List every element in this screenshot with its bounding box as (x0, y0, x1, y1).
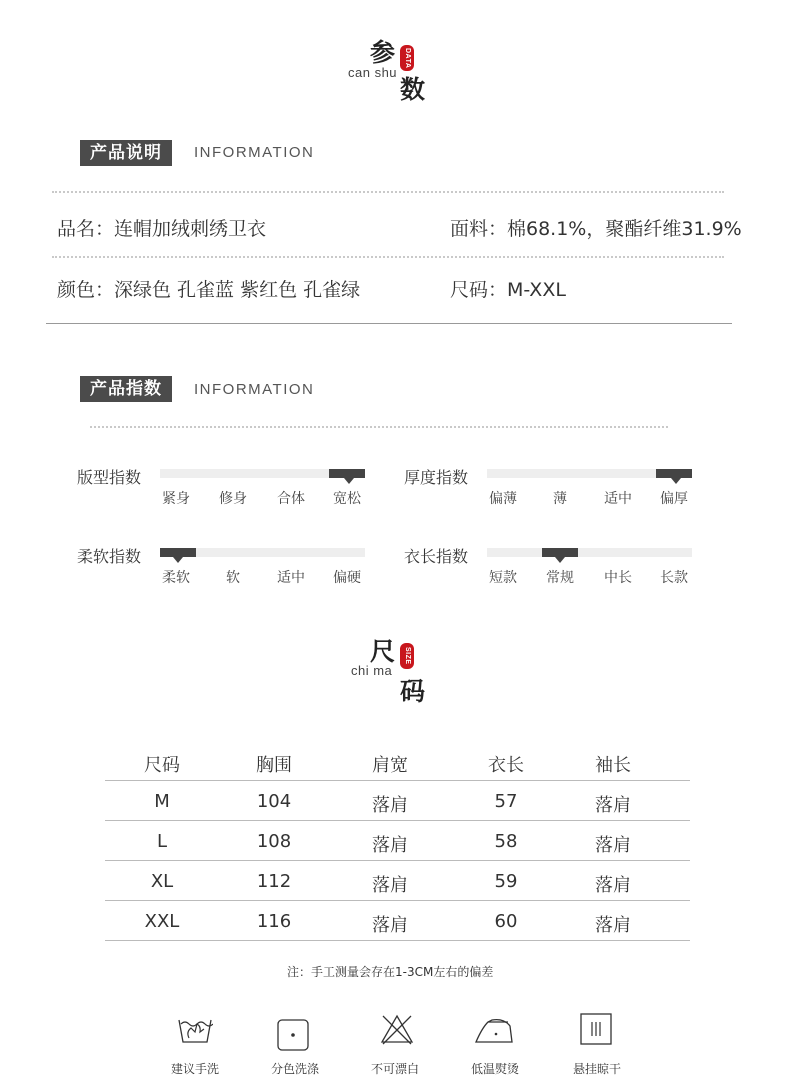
table-header-cell: 胸围 (256, 755, 292, 776)
index-marker-pointer (671, 478, 681, 484)
table-cell: L (156, 831, 168, 852)
index-marker (329, 469, 365, 478)
size-title-char2: 码 (400, 677, 426, 706)
care-item (579, 1012, 615, 1052)
table-cell: 落肩 (595, 795, 631, 816)
table-cell: 108 (256, 831, 292, 852)
index-option: 适中 (277, 570, 305, 586)
params-title-char1: 参 (370, 38, 396, 67)
hand-wash-icon (177, 1012, 213, 1048)
table-header-cell: 袖长 (595, 755, 631, 776)
table-cell: 落肩 (372, 875, 408, 896)
index-option: 偏硬 (333, 570, 361, 586)
care-label-low-iron: 低温熨烫 (470, 1062, 519, 1076)
index-option: 紧身 (162, 491, 190, 507)
table-divider (105, 940, 690, 941)
care-item (177, 1012, 213, 1052)
params-seal: DATA (400, 45, 414, 71)
info-section-tag: 产品说明 (80, 140, 172, 166)
index-option: 合体 (277, 491, 305, 507)
index-marker-pointer (555, 557, 565, 563)
table-cell: 59 (494, 871, 518, 892)
table-cell: 落肩 (595, 835, 631, 856)
size-pinyin: chi ma (351, 663, 393, 678)
table-cell: 落肩 (595, 875, 631, 896)
table-divider (105, 820, 690, 821)
table-cell: XXL (144, 911, 180, 932)
index-section-tag: 产品指数 (80, 376, 172, 402)
index-option: 宽松 (333, 491, 361, 507)
info-section-tag-en: INFORMATION (194, 144, 315, 161)
index-option: 适中 (604, 491, 632, 507)
table-header-cell: 尺码 (144, 755, 180, 776)
params-pinyin: can shu (348, 65, 398, 80)
product-fabric: 面料：棉68.1%，聚酯纤维31.9% (450, 218, 742, 240)
index-label: 版型指数 (77, 468, 142, 487)
index-label: 柔软指数 (77, 547, 142, 566)
index-option: 短款 (489, 570, 517, 586)
table-cell: 落肩 (372, 795, 408, 816)
table-cell: 116 (256, 911, 292, 932)
table-cell: 落肩 (372, 915, 408, 936)
care-item (474, 1014, 514, 1054)
product-colors: 颜色：深绿色 孔雀蓝 紫红色 孔雀绿 (57, 279, 361, 301)
index-divider (90, 426, 668, 428)
table-cell: 落肩 (372, 835, 408, 856)
care-label-no-bleach: 不可漂白 (370, 1062, 419, 1076)
care-label-separate-wash: 分色洗涤 (270, 1062, 319, 1076)
index-option: 修身 (219, 491, 247, 507)
table-cell: 60 (494, 911, 518, 932)
index-option: 长款 (660, 570, 688, 586)
table-header-cell: 肩宽 (372, 755, 408, 776)
table-cell: 57 (494, 791, 518, 812)
index-section-tag-en: INFORMATION (194, 381, 315, 398)
table-divider (105, 900, 690, 901)
index-label: 厚度指数 (404, 468, 469, 487)
low-iron-icon (474, 1014, 514, 1050)
table-cell: 58 (494, 831, 518, 852)
index-option: 软 (226, 570, 240, 586)
table-cell: M (154, 791, 170, 812)
index-label: 衣长指数 (404, 547, 469, 566)
index-option: 常规 (546, 570, 574, 586)
table-divider (105, 780, 690, 781)
table-cell: XL (150, 871, 174, 892)
care-item (379, 1012, 415, 1052)
product-name: 品名：连帽加绒刺绣卫衣 (57, 218, 267, 240)
index-marker-pointer (173, 557, 183, 563)
index-marker (160, 548, 196, 557)
index-marker (656, 469, 692, 478)
care-label-hang-dry: 悬挂晾干 (572, 1062, 621, 1076)
hang-dry-icon (579, 1012, 615, 1048)
care-item (276, 1018, 312, 1058)
table-cell: 104 (256, 791, 292, 812)
separate-wash-icon (276, 1018, 312, 1054)
no-bleach-icon (379, 1012, 415, 1048)
index-option: 偏薄 (489, 491, 517, 507)
index-option: 薄 (553, 491, 567, 507)
table-cell: 落肩 (595, 915, 631, 936)
care-label-hand-wash: 建议手洗 (170, 1062, 219, 1076)
size-title-char1: 尺 (370, 637, 396, 666)
product-size: 尺码：M-XXL (450, 279, 566, 301)
info-divider-mid (52, 256, 724, 258)
info-divider-top (52, 191, 724, 193)
size-seal: SIZE (400, 643, 414, 669)
measurement-note: 注：手工测量会存在1-3CM左右的偏差 (287, 965, 494, 979)
table-divider (105, 860, 690, 861)
index-option: 中长 (604, 570, 632, 586)
index-track (487, 548, 692, 557)
info-divider-bottom (46, 323, 732, 324)
table-header-cell: 衣长 (488, 755, 524, 776)
params-title-char2: 数 (400, 75, 426, 104)
index-option: 偏厚 (660, 491, 688, 507)
index-marker-pointer (344, 478, 354, 484)
index-marker (542, 548, 578, 557)
index-option: 柔软 (162, 570, 190, 586)
table-cell: 112 (256, 871, 292, 892)
